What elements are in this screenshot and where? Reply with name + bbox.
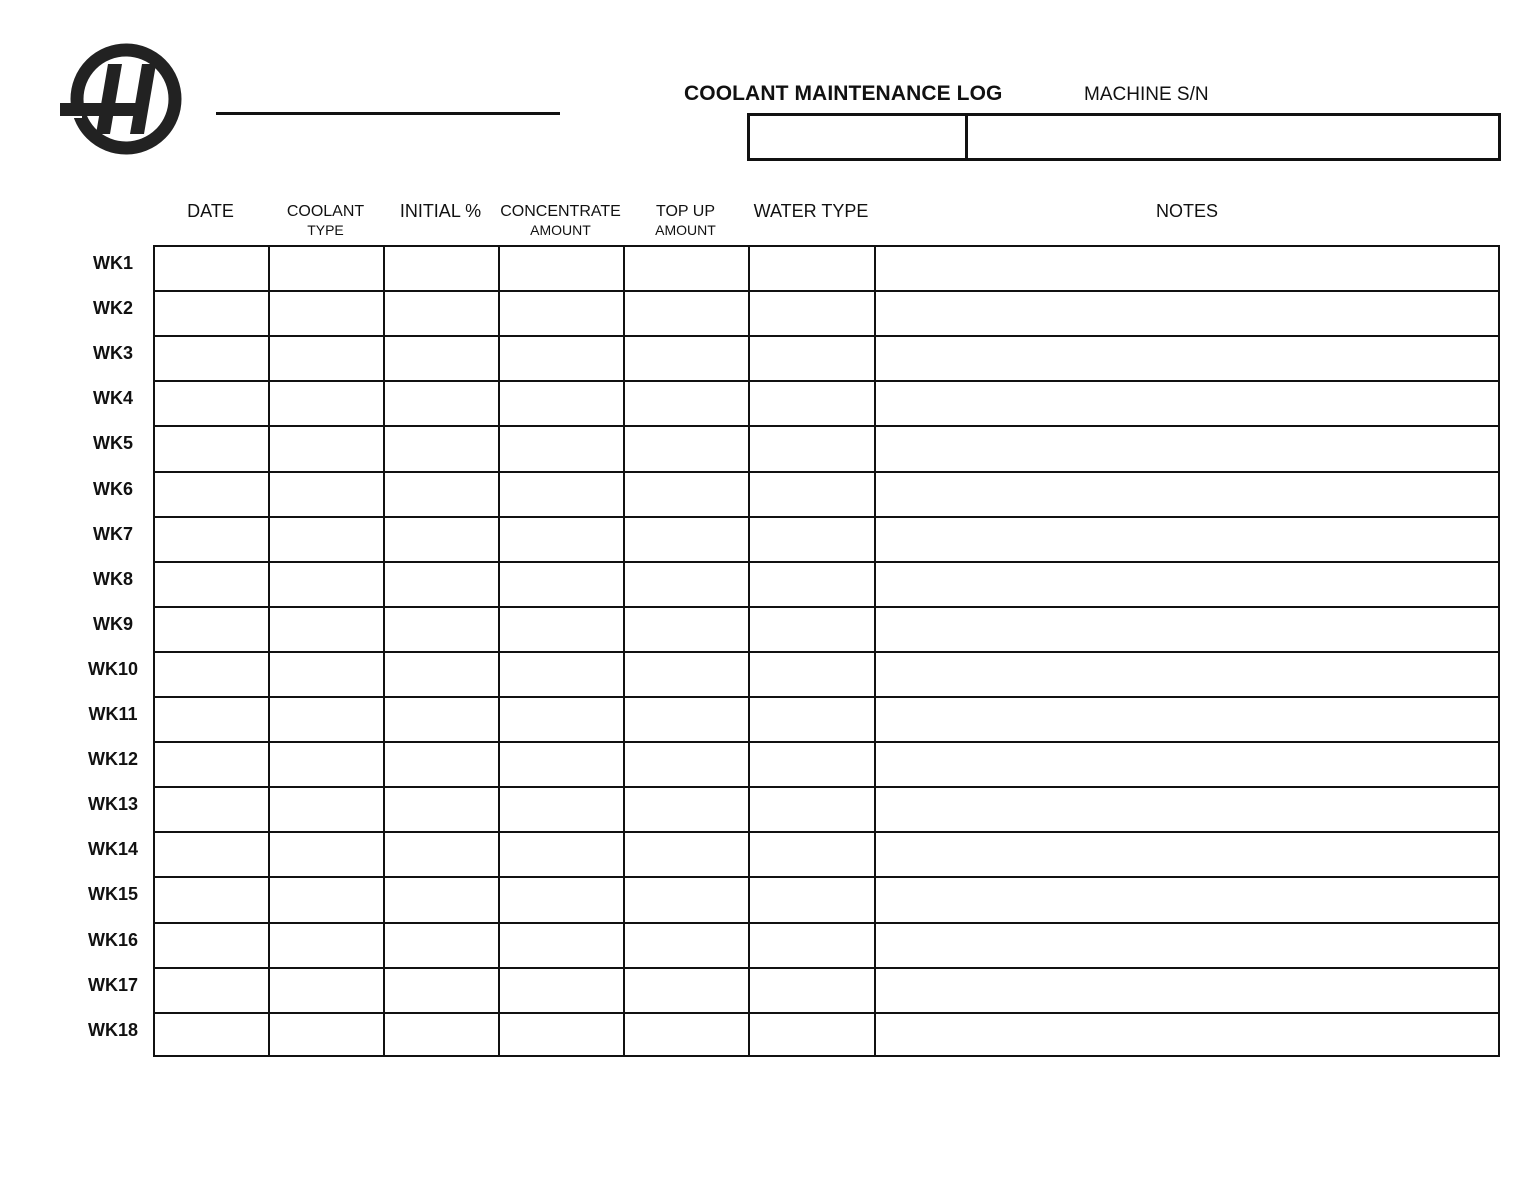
log-cell-wk9-col5[interactable] (625, 608, 748, 651)
log-cell-wk15-col5[interactable] (625, 878, 748, 921)
machine-sn-field[interactable] (747, 113, 1501, 161)
row-label-wk16: WK16 (87, 929, 138, 950)
column-header-line1: CONCENTRATE (500, 203, 621, 220)
log-cell-wk10-col2[interactable] (270, 653, 383, 696)
log-cell-wk12-col2[interactable] (270, 743, 383, 786)
name-line (216, 112, 560, 115)
log-cell-wk12-col4[interactable] (500, 743, 623, 786)
row-label-wk15: WK15 (87, 884, 138, 905)
log-cell-wk5-col1[interactable] (155, 427, 268, 470)
column-header-5 (623, 204, 748, 237)
log-cell-wk3-col6[interactable] (750, 337, 874, 380)
log-cell-wk13-col6[interactable] (750, 788, 874, 831)
row-label-wk18: WK18 (87, 1019, 138, 1040)
page-title: COOLANT MAINTENANCE LOG (684, 82, 1003, 105)
log-cell-wk13-col4[interactable] (500, 788, 623, 831)
log-cell-wk15-col1[interactable] (155, 878, 268, 921)
log-cell-wk7-col4[interactable] (500, 518, 623, 561)
row-label-wk14: WK14 (87, 839, 138, 860)
log-cell-wk2-col6[interactable] (750, 292, 874, 335)
log-cell-wk6-col4[interactable] (500, 473, 623, 516)
column-header-2 (268, 204, 383, 237)
row-label-wk11: WK11 (88, 704, 138, 724)
log-cell-wk8-col5[interactable] (625, 563, 748, 606)
log-cell-wk2-col5[interactable] (625, 292, 748, 335)
column-header-line2: AMOUNT (655, 222, 716, 238)
row-label-wk1: WK1 (93, 253, 133, 273)
log-cell-wk16-col2[interactable] (270, 924, 383, 967)
log-cell-wk10-col5[interactable] (625, 653, 748, 696)
log-cell-wk12-col3[interactable] (385, 743, 498, 786)
log-cell-wk9-col1[interactable] (155, 608, 268, 651)
log-cell-wk7-col3[interactable] (385, 518, 498, 561)
log-cell-wk4-col6[interactable] (750, 382, 874, 425)
log-cell-wk17-col7[interactable] (876, 969, 1500, 1012)
log-cell-wk5-col2[interactable] (270, 427, 383, 470)
log-cell-wk12-col1[interactable] (155, 743, 268, 786)
log-cell-wk6-col7[interactable] (876, 473, 1500, 516)
log-cell-wk2-col7[interactable] (876, 292, 1500, 335)
log-cell-wk11-col6[interactable] (750, 698, 874, 741)
log-cell-wk12-col5[interactable] (625, 743, 748, 786)
log-cell-wk3-col4[interactable] (500, 337, 623, 380)
log-cell-wk8-col6[interactable] (750, 563, 874, 606)
column-header-line2: TYPE (307, 222, 344, 238)
log-cell-wk6-col1[interactable] (155, 473, 268, 516)
log-cell-wk1-col5[interactable] (625, 247, 748, 290)
log-cell-wk18-col2[interactable] (270, 1014, 383, 1057)
log-cell-wk9-col3[interactable] (385, 608, 498, 651)
log-cell-wk14-col6[interactable] (750, 833, 874, 876)
log-cell-wk13-col5[interactable] (625, 788, 748, 831)
log-cell-wk12-col6[interactable] (750, 743, 874, 786)
log-cell-wk10-col1[interactable] (155, 653, 268, 696)
log-cell-wk3-col2[interactable] (270, 337, 383, 380)
log-cell-wk6-col5[interactable] (625, 473, 748, 516)
log-cell-wk16-col3[interactable] (385, 924, 498, 967)
log-cell-wk13-col2[interactable] (270, 788, 383, 831)
log-cell-wk10-col6[interactable] (750, 653, 874, 696)
log-cell-wk7-col6[interactable] (750, 518, 874, 561)
log-cell-wk16-col6[interactable] (750, 924, 874, 967)
log-cell-wk17-col4[interactable] (500, 969, 623, 1012)
log-cell-wk17-col1[interactable] (155, 969, 268, 1012)
log-cell-wk5-col6[interactable] (750, 427, 874, 470)
column-header-line2: AMOUNT (530, 222, 591, 238)
log-cell-wk16-col4[interactable] (500, 924, 623, 967)
row-label-wk5: WK5 (93, 433, 133, 454)
log-cell-wk12-col7[interactable] (876, 743, 1500, 786)
sn-box-divider (965, 116, 968, 158)
row-label-wk3: WK3 (93, 343, 133, 364)
log-cell-wk6-col2[interactable] (270, 473, 383, 516)
log-cell-wk6-col3[interactable] (385, 473, 498, 516)
column-header-1: DATE (187, 201, 234, 221)
log-cell-wk8-col3[interactable] (385, 563, 498, 606)
log-cell-wk16-col1[interactable] (155, 924, 268, 967)
row-label-wk10: WK10 (87, 658, 138, 679)
row-label-wk2: WK2 (93, 298, 133, 319)
log-cell-wk1-col7[interactable] (876, 247, 1500, 290)
log-cell-wk16-col5[interactable] (625, 924, 748, 967)
log-cell-wk5-col3[interactable] (385, 427, 498, 470)
haas-logo-icon (60, 42, 186, 158)
log-cell-wk18-col1[interactable] (155, 1014, 268, 1057)
log-cell-wk14-col5[interactable] (625, 833, 748, 876)
row-label-wk13: WK13 (87, 794, 138, 815)
log-cell-wk11-col5[interactable] (625, 698, 748, 741)
log-cell-wk15-col6[interactable] (750, 878, 874, 921)
log-cell-wk15-col2[interactable] (270, 878, 383, 921)
log-cell-wk18-col6[interactable] (750, 1014, 874, 1057)
log-cell-wk1-col1[interactable] (155, 247, 268, 290)
log-cell-wk17-col6[interactable] (750, 969, 874, 1012)
log-cell-wk5-col7[interactable] (876, 427, 1500, 470)
log-cell-wk4-col1[interactable] (155, 382, 268, 425)
column-header-7: NOTES (1155, 201, 1218, 221)
log-cell-wk14-col7[interactable] (876, 833, 1500, 876)
log-cell-wk18-col7[interactable] (876, 1014, 1500, 1057)
log-cell-wk6-col6[interactable] (750, 473, 874, 516)
log-cell-wk4-col2[interactable] (270, 382, 383, 425)
log-cell-wk17-col3[interactable] (385, 969, 498, 1012)
log-cell-wk14-col3[interactable] (385, 833, 498, 876)
log-cell-wk2-col4[interactable] (500, 292, 623, 335)
log-cell-wk9-col4[interactable] (500, 608, 623, 651)
log-cell-wk18-col4[interactable] (500, 1014, 623, 1057)
column-header-3: INITIAL % (399, 201, 482, 221)
log-cell-wk8-col4[interactable] (500, 563, 623, 606)
log-cell-wk7-col5[interactable] (625, 518, 748, 561)
log-cell-wk1-col6[interactable] (750, 247, 874, 290)
log-cell-wk7-col1[interactable] (155, 518, 268, 561)
log-table (153, 245, 1500, 1057)
row-label-wk6: WK6 (93, 478, 133, 499)
row-label-wk12: WK12 (87, 749, 138, 770)
log-cell-wk4-col3[interactable] (385, 382, 498, 425)
log-cell-wk16-col7[interactable] (876, 924, 1500, 967)
log-cell-wk15-col4[interactable] (500, 878, 623, 921)
log-cell-wk7-col2[interactable] (270, 518, 383, 561)
log-cell-wk17-col2[interactable] (270, 969, 383, 1012)
log-cell-wk8-col7[interactable] (876, 563, 1500, 606)
row-label-wk17: WK17 (87, 974, 138, 995)
log-cell-wk15-col3[interactable] (385, 878, 498, 921)
log-cell-wk1-col3[interactable] (385, 247, 498, 290)
log-cell-wk2-col3[interactable] (385, 292, 498, 335)
row-label-wk8: WK8 (93, 568, 133, 589)
column-header-4 (498, 204, 623, 237)
log-cell-wk18-col5[interactable] (625, 1014, 748, 1057)
log-cell-wk14-col2[interactable] (270, 833, 383, 876)
log-cell-wk9-col7[interactable] (876, 608, 1500, 651)
log-cell-wk7-col7[interactable] (876, 518, 1500, 561)
log-cell-wk17-col5[interactable] (625, 969, 748, 1012)
log-cell-wk2-col1[interactable] (155, 292, 268, 335)
log-cell-wk3-col7[interactable] (876, 337, 1500, 380)
log-cell-wk18-col3[interactable] (385, 1014, 498, 1057)
log-cell-wk10-col7[interactable] (876, 653, 1500, 696)
log-cell-wk4-col7[interactable] (876, 382, 1500, 425)
row-label-wk9: WK9 (93, 613, 133, 634)
log-cell-wk13-col1[interactable] (155, 788, 268, 831)
log-cell-wk1-col2[interactable] (270, 247, 383, 290)
row-label-wk4: WK4 (93, 388, 133, 409)
log-cell-wk15-col7[interactable] (876, 878, 1500, 921)
log-cell-wk13-col7[interactable] (876, 788, 1500, 831)
log-cell-wk3-col5[interactable] (625, 337, 748, 380)
log-cell-wk8-col2[interactable] (270, 563, 383, 606)
row-label-wk7: WK7 (93, 523, 133, 544)
log-cell-wk3-col3[interactable] (385, 337, 498, 380)
log-cell-wk9-col6[interactable] (750, 608, 874, 651)
log-cell-wk9-col2[interactable] (270, 608, 383, 651)
log-cell-wk10-col4[interactable] (500, 653, 623, 696)
log-cell-wk14-col1[interactable] (155, 833, 268, 876)
log-cell-wk11-col4[interactable] (500, 698, 623, 741)
log-cell-wk11-col1[interactable] (155, 698, 268, 741)
log-cell-wk1-col4[interactable] (500, 247, 623, 290)
column-header-line1: COOLANT (286, 203, 365, 220)
log-cell-wk8-col1[interactable] (155, 563, 268, 606)
log-cell-wk2-col2[interactable] (270, 292, 383, 335)
machine-sn-label: MACHINE S/N (1084, 84, 1209, 105)
log-cell-wk4-col5[interactable] (625, 382, 748, 425)
log-cell-wk14-col4[interactable] (500, 833, 623, 876)
log-cell-wk10-col3[interactable] (385, 653, 498, 696)
log-cell-wk3-col1[interactable] (155, 337, 268, 380)
log-cell-wk4-col4[interactable] (500, 382, 623, 425)
log-cell-wk5-col5[interactable] (625, 427, 748, 470)
column-header-line1: TOP UP (656, 203, 715, 220)
log-cell-wk11-col3[interactable] (385, 698, 498, 741)
column-header-6: WATER TYPE (753, 201, 869, 221)
log-cell-wk11-col7[interactable] (876, 698, 1500, 741)
log-cell-wk13-col3[interactable] (385, 788, 498, 831)
log-cell-wk11-col2[interactable] (270, 698, 383, 741)
log-cell-wk5-col4[interactable] (500, 427, 623, 470)
